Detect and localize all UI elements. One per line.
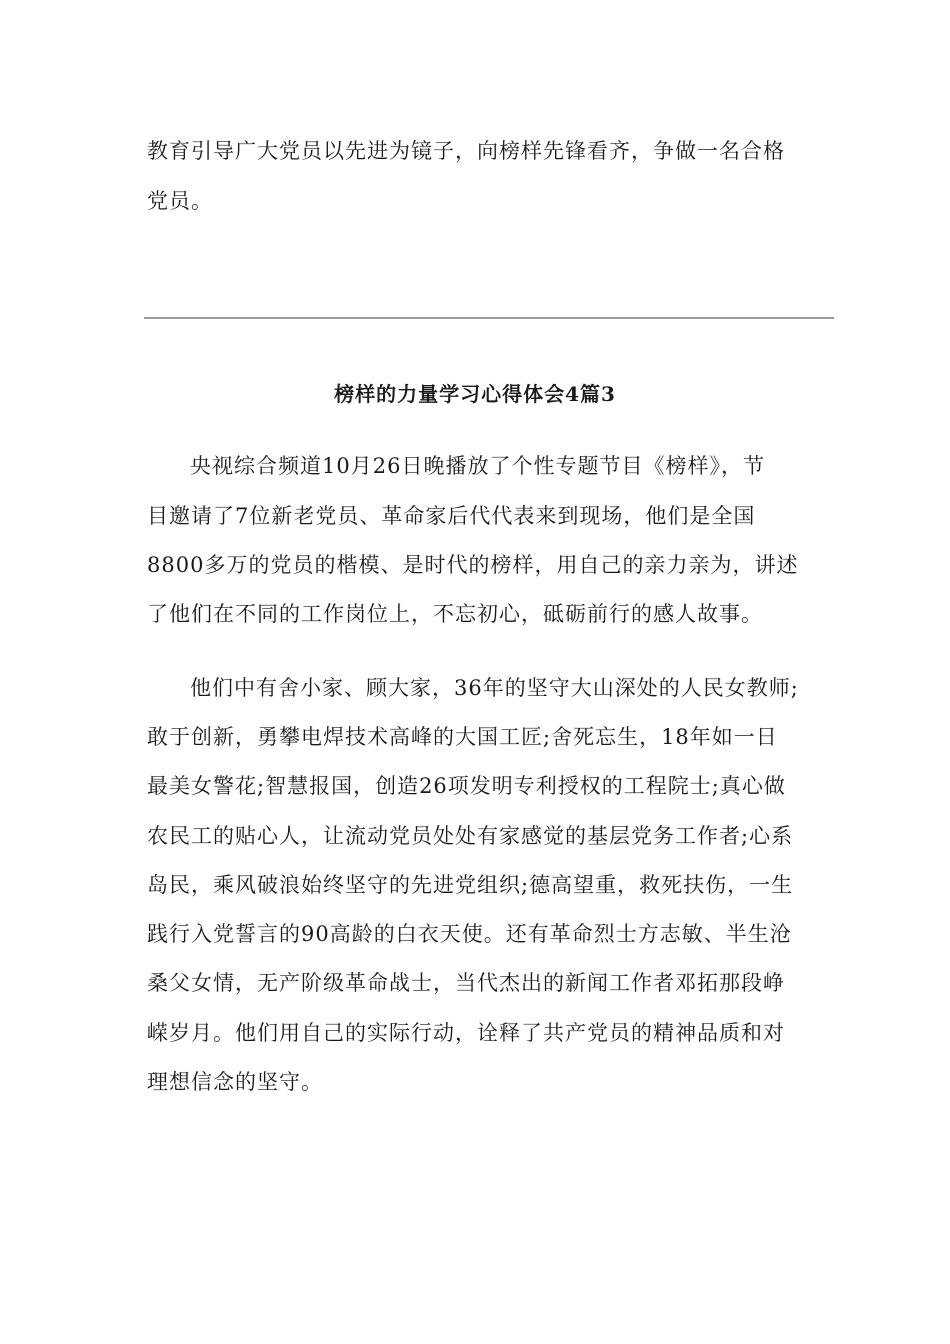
section-divider <box>144 317 834 319</box>
paragraph-line: 敢于创新，勇攀电焊技术高峰的大国工匠;舍死忘生，18年如一日 <box>147 725 778 749</box>
intro-line: 党员。 <box>147 189 213 213</box>
paragraph-line: 8800多万的党员的楷模、是时代的榜样，用自己的亲力亲为，讲述 <box>147 553 799 577</box>
paragraph-line: 理想信念的坚守。 <box>147 1070 323 1094</box>
paragraph-line: 农民工的贴心人，让流动党员处处有家感觉的基层党务工作者;心系 <box>147 824 794 848</box>
intro-line: 教育引导广大党员以先进为镜子，向榜样先锋看齐，争做一名合格 <box>147 139 785 163</box>
paragraph-line: 岛民，乘风破浪始终坚守的先进党组织;德高望重，救死扶伤，一生 <box>147 873 794 897</box>
paragraph-line: 了他们在不同的工作岗位上，不忘初心，砥砺前行的感人故事。 <box>147 602 763 626</box>
paragraph-line: 最美女警花;智慧报国，创造26项发明专利授权的工程院士;真心做 <box>147 774 786 798</box>
paragraph-line: 嵘岁月。他们用自己的实际行动，诠释了共产党员的精神品质和对 <box>147 1021 785 1045</box>
paragraph-line: 目邀请了7位新老党员、革命家后代代表来到现场，他们是全国 <box>147 504 756 528</box>
paragraph-line: 践行入党誓言的90高龄的白衣天使。还有革命烈士方志敏、半生沧 <box>147 922 792 946</box>
section-title: 榜样的力量学习心得体会4篇3 <box>334 382 616 406</box>
paragraph-line: 桑父女情，无产阶级革命战士，当代杰出的新闻工作者邓拓那段峥 <box>147 971 785 995</box>
paragraph-line: 央视综合频道10月26日晚播放了个性专题节目《榜样》，节 <box>190 454 765 478</box>
paragraph-line: 他们中有舍小家、顾大家，36年的坚守大山深处的人民女教师; <box>190 676 799 700</box>
